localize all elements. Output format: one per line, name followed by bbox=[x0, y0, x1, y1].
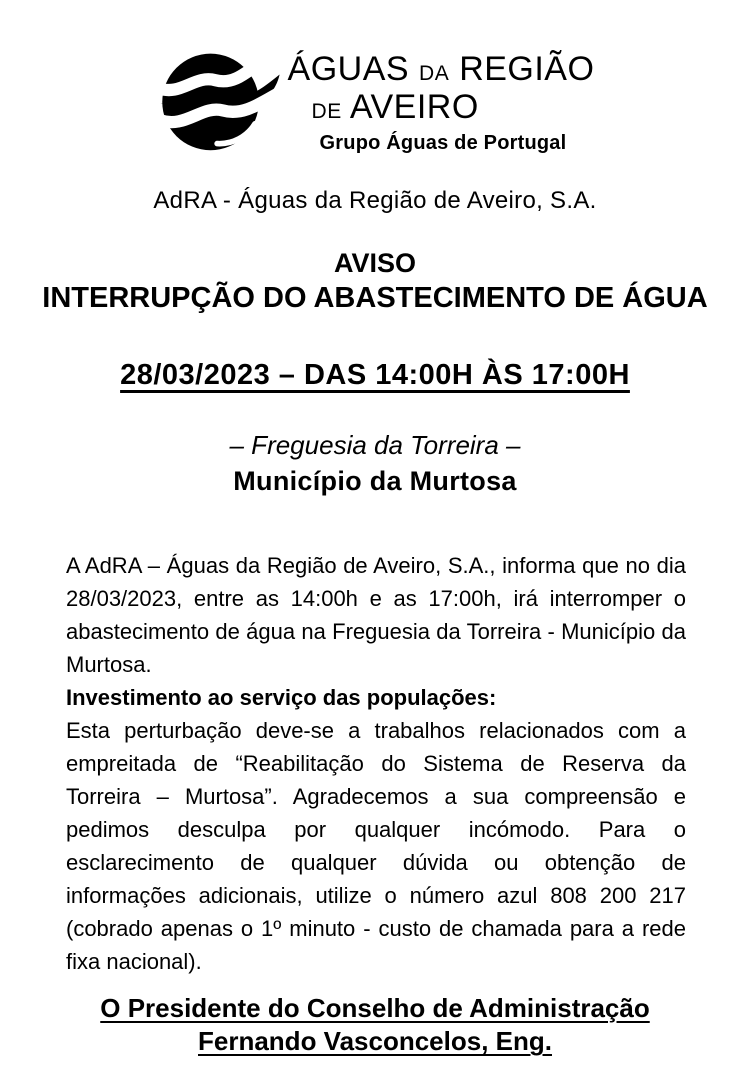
notice-body bbox=[66, 549, 686, 978]
logo-word-de: DE bbox=[311, 100, 342, 123]
logo-name-line2 bbox=[288, 90, 595, 124]
logo-word-aguas: ÁGUAS bbox=[287, 50, 410, 88]
logo-word-regiao: REGIÃO bbox=[459, 50, 595, 88]
schedule-wrap bbox=[0, 359, 750, 392]
signature-name: Fernando Vasconcelos, Eng. bbox=[198, 1026, 552, 1056]
notice-title-line2: INTERRUPÇÃO DO ABASTECIMENTO DE ÁGUA bbox=[42, 282, 708, 314]
adra-logo-wordmark bbox=[288, 52, 595, 153]
company-name: AdRA - Águas da Região de Aveiro, S.A. bbox=[153, 187, 597, 214]
logo-word-aveiro: AVEIRO bbox=[349, 88, 479, 126]
adra-waves-globe-icon bbox=[156, 48, 284, 154]
logo-name-line1 bbox=[288, 52, 595, 86]
logo-group-line: Grupo Águas de Portugal bbox=[319, 132, 567, 154]
body-paragraph-2: Esta perturbação deve-se a trabalhos relacionados com a empreitada de “Reabilitação do Sistema de Reserva da Torreira – Murtosa”. Agradecemos a sua compreensão e pedimos desculpa por qualquer incómodo. Para o esclarecimento de qualquer dúvida ou obtenção de informações adicionais, utilize o número azul 808 200 217 (cobrado apenas o 1º minuto - custo de chamada para a rede fixa nacional). bbox=[66, 718, 686, 974]
adra-logo bbox=[0, 0, 750, 154]
notice-title bbox=[0, 248, 750, 315]
location-municipality: Município da Murtosa bbox=[233, 466, 517, 496]
signature-role: O Presidente do Conselho de Administração bbox=[100, 993, 650, 1023]
location-parish: – Freguesia da Torreira – bbox=[229, 430, 521, 460]
notice-title-line1: AVISO bbox=[333, 248, 416, 278]
logo-word-da: DA bbox=[419, 62, 450, 85]
signature-block bbox=[0, 992, 750, 1058]
interruption-schedule: 28/03/2023 – DAS 14:00H ÀS 17:00H bbox=[120, 359, 630, 391]
body-subtitle: Investimento ao serviço das populações: bbox=[66, 685, 497, 710]
body-paragraph-1: A AdRA – Águas da Região de Aveiro, S.A., informa que no dia 28/03/2023, entre as 14:00h e as 17:00h, irá interromper o abastecimento de água na Freguesia da Torreira - Município da Murtosa. bbox=[66, 553, 686, 677]
